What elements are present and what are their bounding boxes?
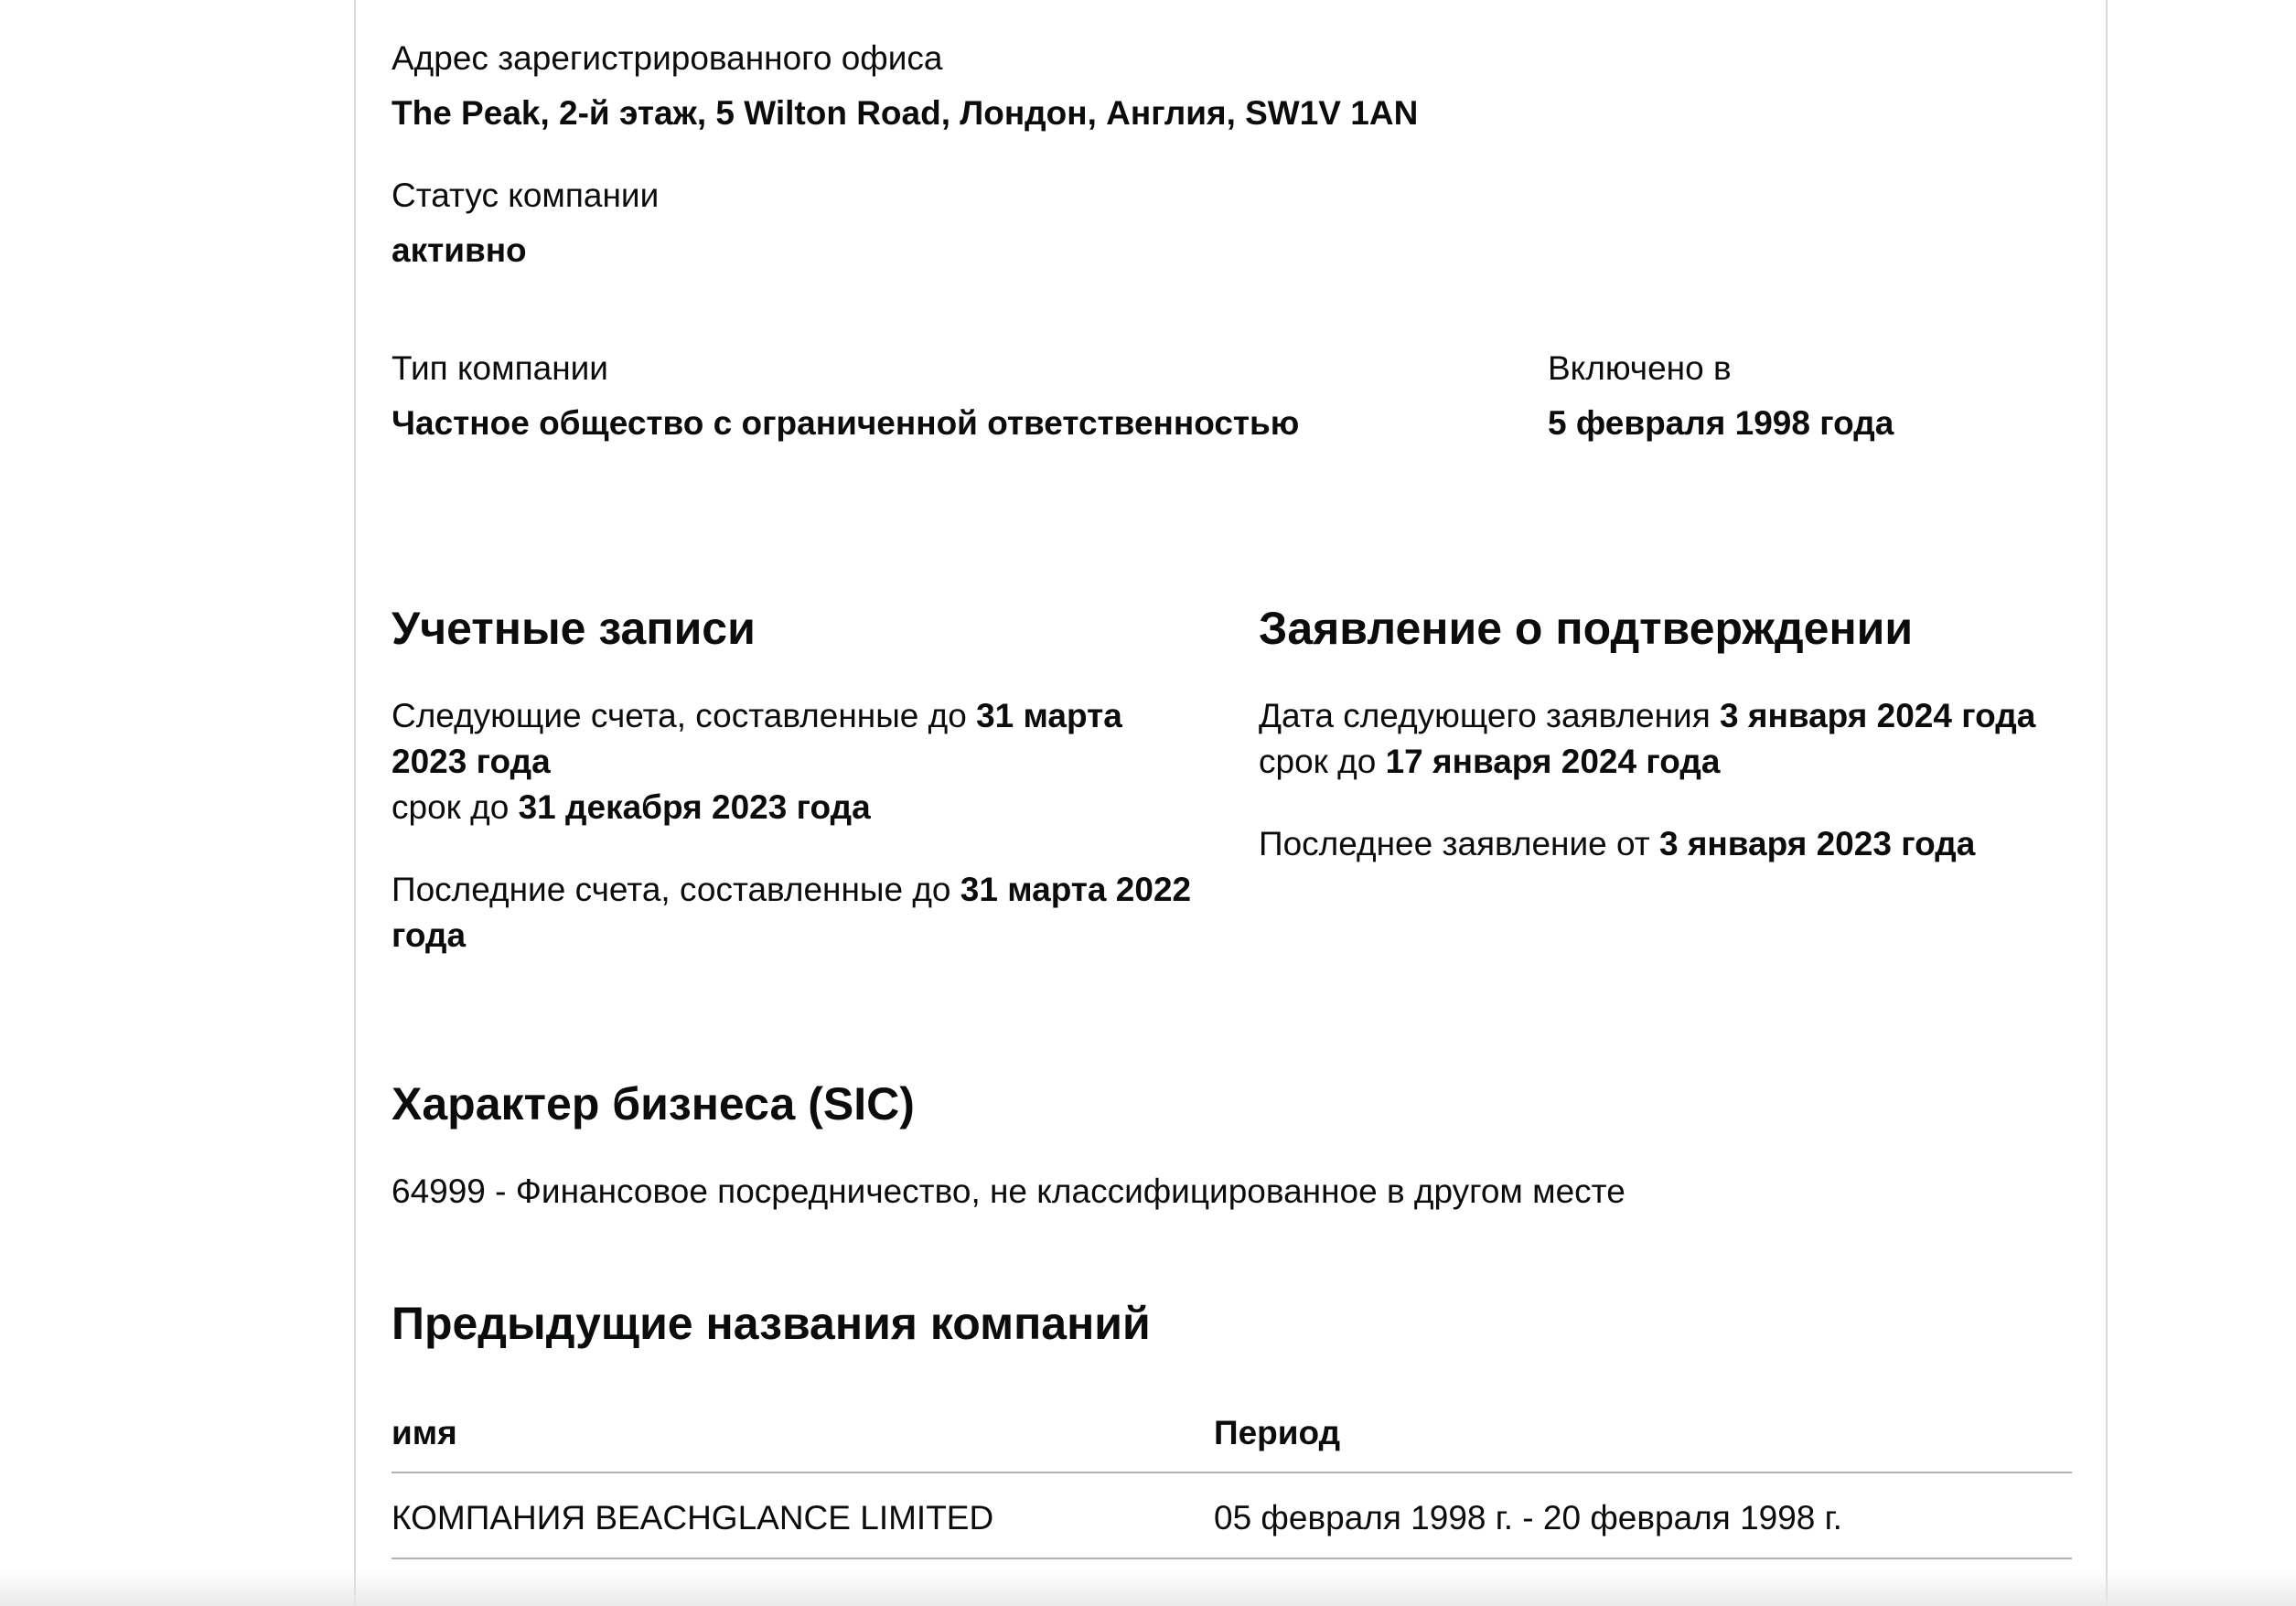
sic-item: 64999 - Финансовое посредничество, не классифицированное в другом месте xyxy=(392,1172,1625,1210)
sic-heading: Характер бизнеса (SIC) xyxy=(392,1078,915,1130)
previous-name-cell: КОМПАНИЯ BEACHGLANCE LIMITED xyxy=(392,1499,994,1536)
confirmation-next-due xyxy=(1259,693,2082,785)
incorporated-label: Включено в xyxy=(1548,349,1732,387)
confirmation-due-prefix: срок до xyxy=(1259,743,1386,780)
previous-name-period-cell: 05 февраля 1998 г. - 20 февраля 1998 г. xyxy=(1214,1499,1842,1536)
company-type-value: Частное общество с ограниченной ответственностью xyxy=(392,404,1300,442)
confirmation-due-date: 17 января 2024 года xyxy=(1385,743,1721,780)
accounts-last-prefix: Последние счета, составленные до xyxy=(392,871,960,908)
registered-office-label: Адрес зарегистрированного офиса xyxy=(392,39,943,77)
scroll-shadow xyxy=(0,1569,2296,1606)
company-status-label: Статус компании xyxy=(392,177,660,214)
previous-names-heading: Предыдущие названия компаний xyxy=(392,1298,1151,1349)
accounts-due-prefix: срок до xyxy=(392,788,519,826)
table-row-divider xyxy=(392,1558,2072,1559)
accounts-next-prefix: Следующие счета, составленные до xyxy=(392,697,977,734)
company-type-label: Тип компании xyxy=(392,349,608,387)
incorporated-value: 5 февраля 1998 года xyxy=(1548,404,1894,442)
confirmation-next-prefix: Дата следующего заявления xyxy=(1259,697,1721,734)
confirmation-heading: Заявление о подтверждении xyxy=(1259,603,1914,654)
accounts-heading: Учетные записи xyxy=(392,603,756,654)
accounts-last-date: 31 марта 2022 года xyxy=(392,871,1192,954)
column-header-period: Период xyxy=(1214,1414,1341,1451)
accounts-next-date: 31 марта 2023 года xyxy=(392,697,1122,780)
accounts-due-date: 31 декабря 2023 года xyxy=(518,788,871,826)
table-header-divider xyxy=(392,1472,2072,1473)
accounts-next-due xyxy=(392,693,1206,830)
accounts-last-made-up xyxy=(392,867,1219,958)
column-header-name: имя xyxy=(392,1414,457,1451)
company-status-value: активно xyxy=(392,231,527,269)
confirmation-last-date: 3 января 2023 года xyxy=(1658,825,1976,862)
confirmation-last-prefix: Последнее заявление от xyxy=(1259,825,1659,862)
confirmation-next-date: 3 января 2024 года xyxy=(1720,697,2036,734)
confirmation-last-made-up xyxy=(1259,821,2082,867)
registered-office-value: The Peak, 2-й этаж, 5 Wilton Road, Лондон, Англия, SW1V 1AN xyxy=(392,94,1419,132)
